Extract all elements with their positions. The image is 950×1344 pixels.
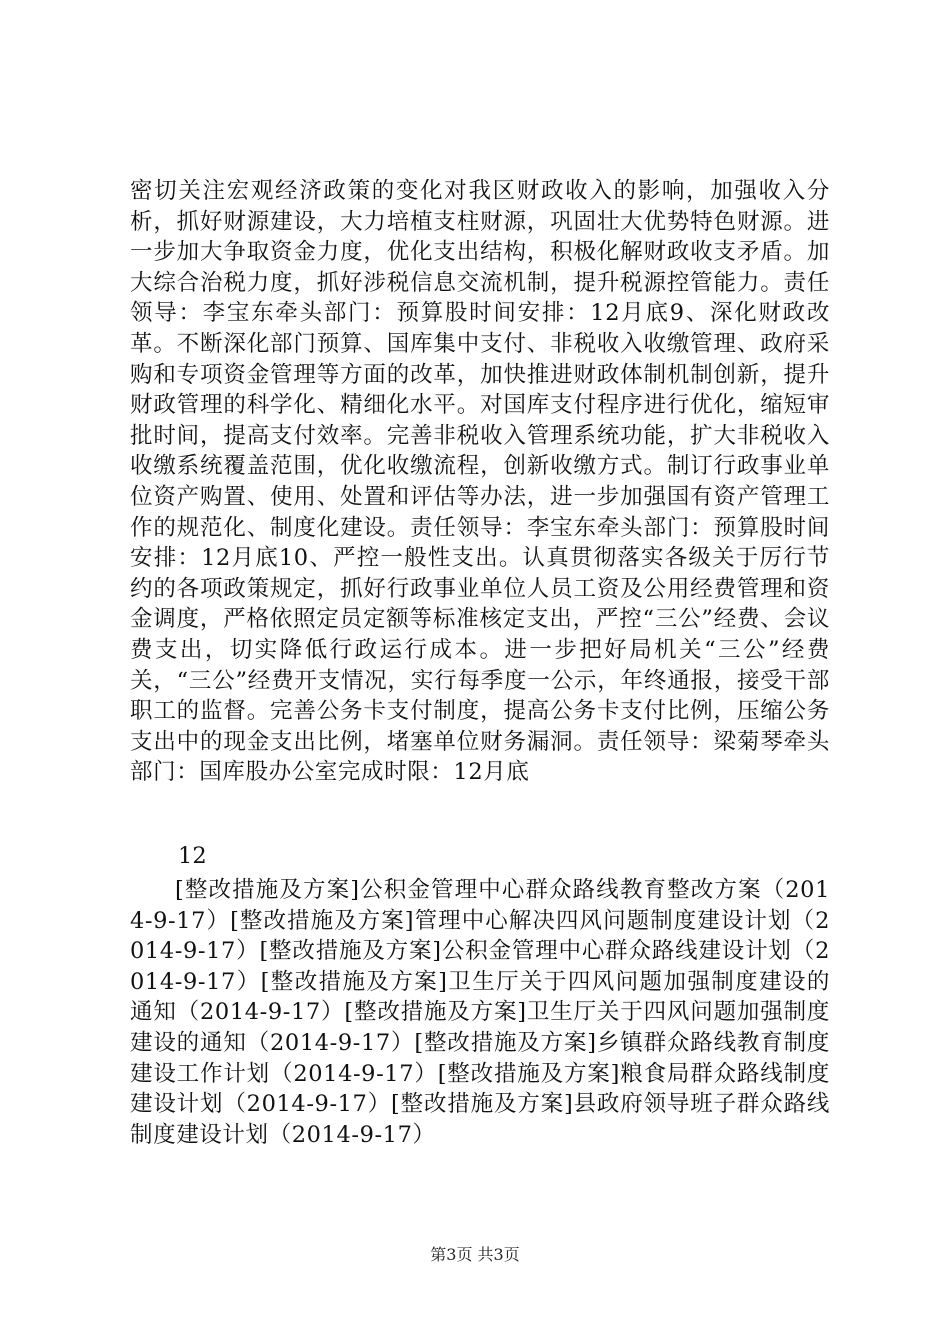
related-articles-paragraph: [整改措施及方案]公积金管理中心群众路线教育整改方案（2014-9-17）[整改措施及方案]管理中心解决四风问题制度建设计划（2014-9-17）[整改措施及方案]公积金管理中心群众路线建设计划（2014-9-17）[整改措施及方案]卫生厅关于四风问题加强制度建设的通知（2014-9-17）[整改措施及方案]卫生厅关于四风问题加强制度建设的通知（2014-9-17）[整改措施及方案]乡镇群众路线教育制度建设工作计划（2014-9-17）[整改措施及方案]粮食局群众路线制度建设计划（2014-9-17）[整改措施及方案]县政府领导班子群众路线制度建设计划（2014-9-17） (130, 877, 830, 1148)
section-number: 12 (178, 843, 207, 869)
body-paragraph: 密切关注宏观经济政策的变化对我区财政收入的影响，加强收入分析，抓好财源建设，大力培植支柱财源，巩固壮大优势特色财源。进一步加大争取资金力度，优化支出结构，积极化解财政收支矛盾。加大综合治税力度，抓好涉税信息交流机制，提升税源控管能力。责任领导：李宝东牵头部门：预算股时间安排：12月底9、深化财政改革。不断深化部门预算、国库集中支付、非税收入收缴管理、政府采购和专项资金管理等方面的改革，加快推进财政体制机制创新，提升财政管理的科学化、精细化水平。对国库支付程序进行优化，缩短审批时间，提高支付效率。完善非税收入管理系统功能，扩大非税收入收缴系统覆盖范围，优化收缴流程，创新收缴方式。制订行政事业单位资产购置、使用、处置和评估等办法，进一步加强国有资产管理工作的规范化、制度化建设。责任领导：李宝东牵头部门：预算股时间安排：12月底10、严控一般性支出。认真贯彻落实各级关于厉行节约的各项政策规定，抓好行政事业单位人员工资及公用经费管理和资金调度，严格依照定员定额等标准核定支出，严控“三公”经费、会议费支出，切实降低行政运行成本。进一步把好局机关“三公”经费关，“三公”经费开支情况，实行每季度一公示，年终通报，接受干部职工的监督。完善公务卡支付制度，提高公务卡支付比例，压缩公务支出中的现金支出比例，堵塞单位财务漏洞。责任领导：梁菊琴牵头部门：国库股办公室完成时限：12月底 (130, 178, 830, 786)
page-footer: 第3页 共3页 (430, 1245, 520, 1264)
